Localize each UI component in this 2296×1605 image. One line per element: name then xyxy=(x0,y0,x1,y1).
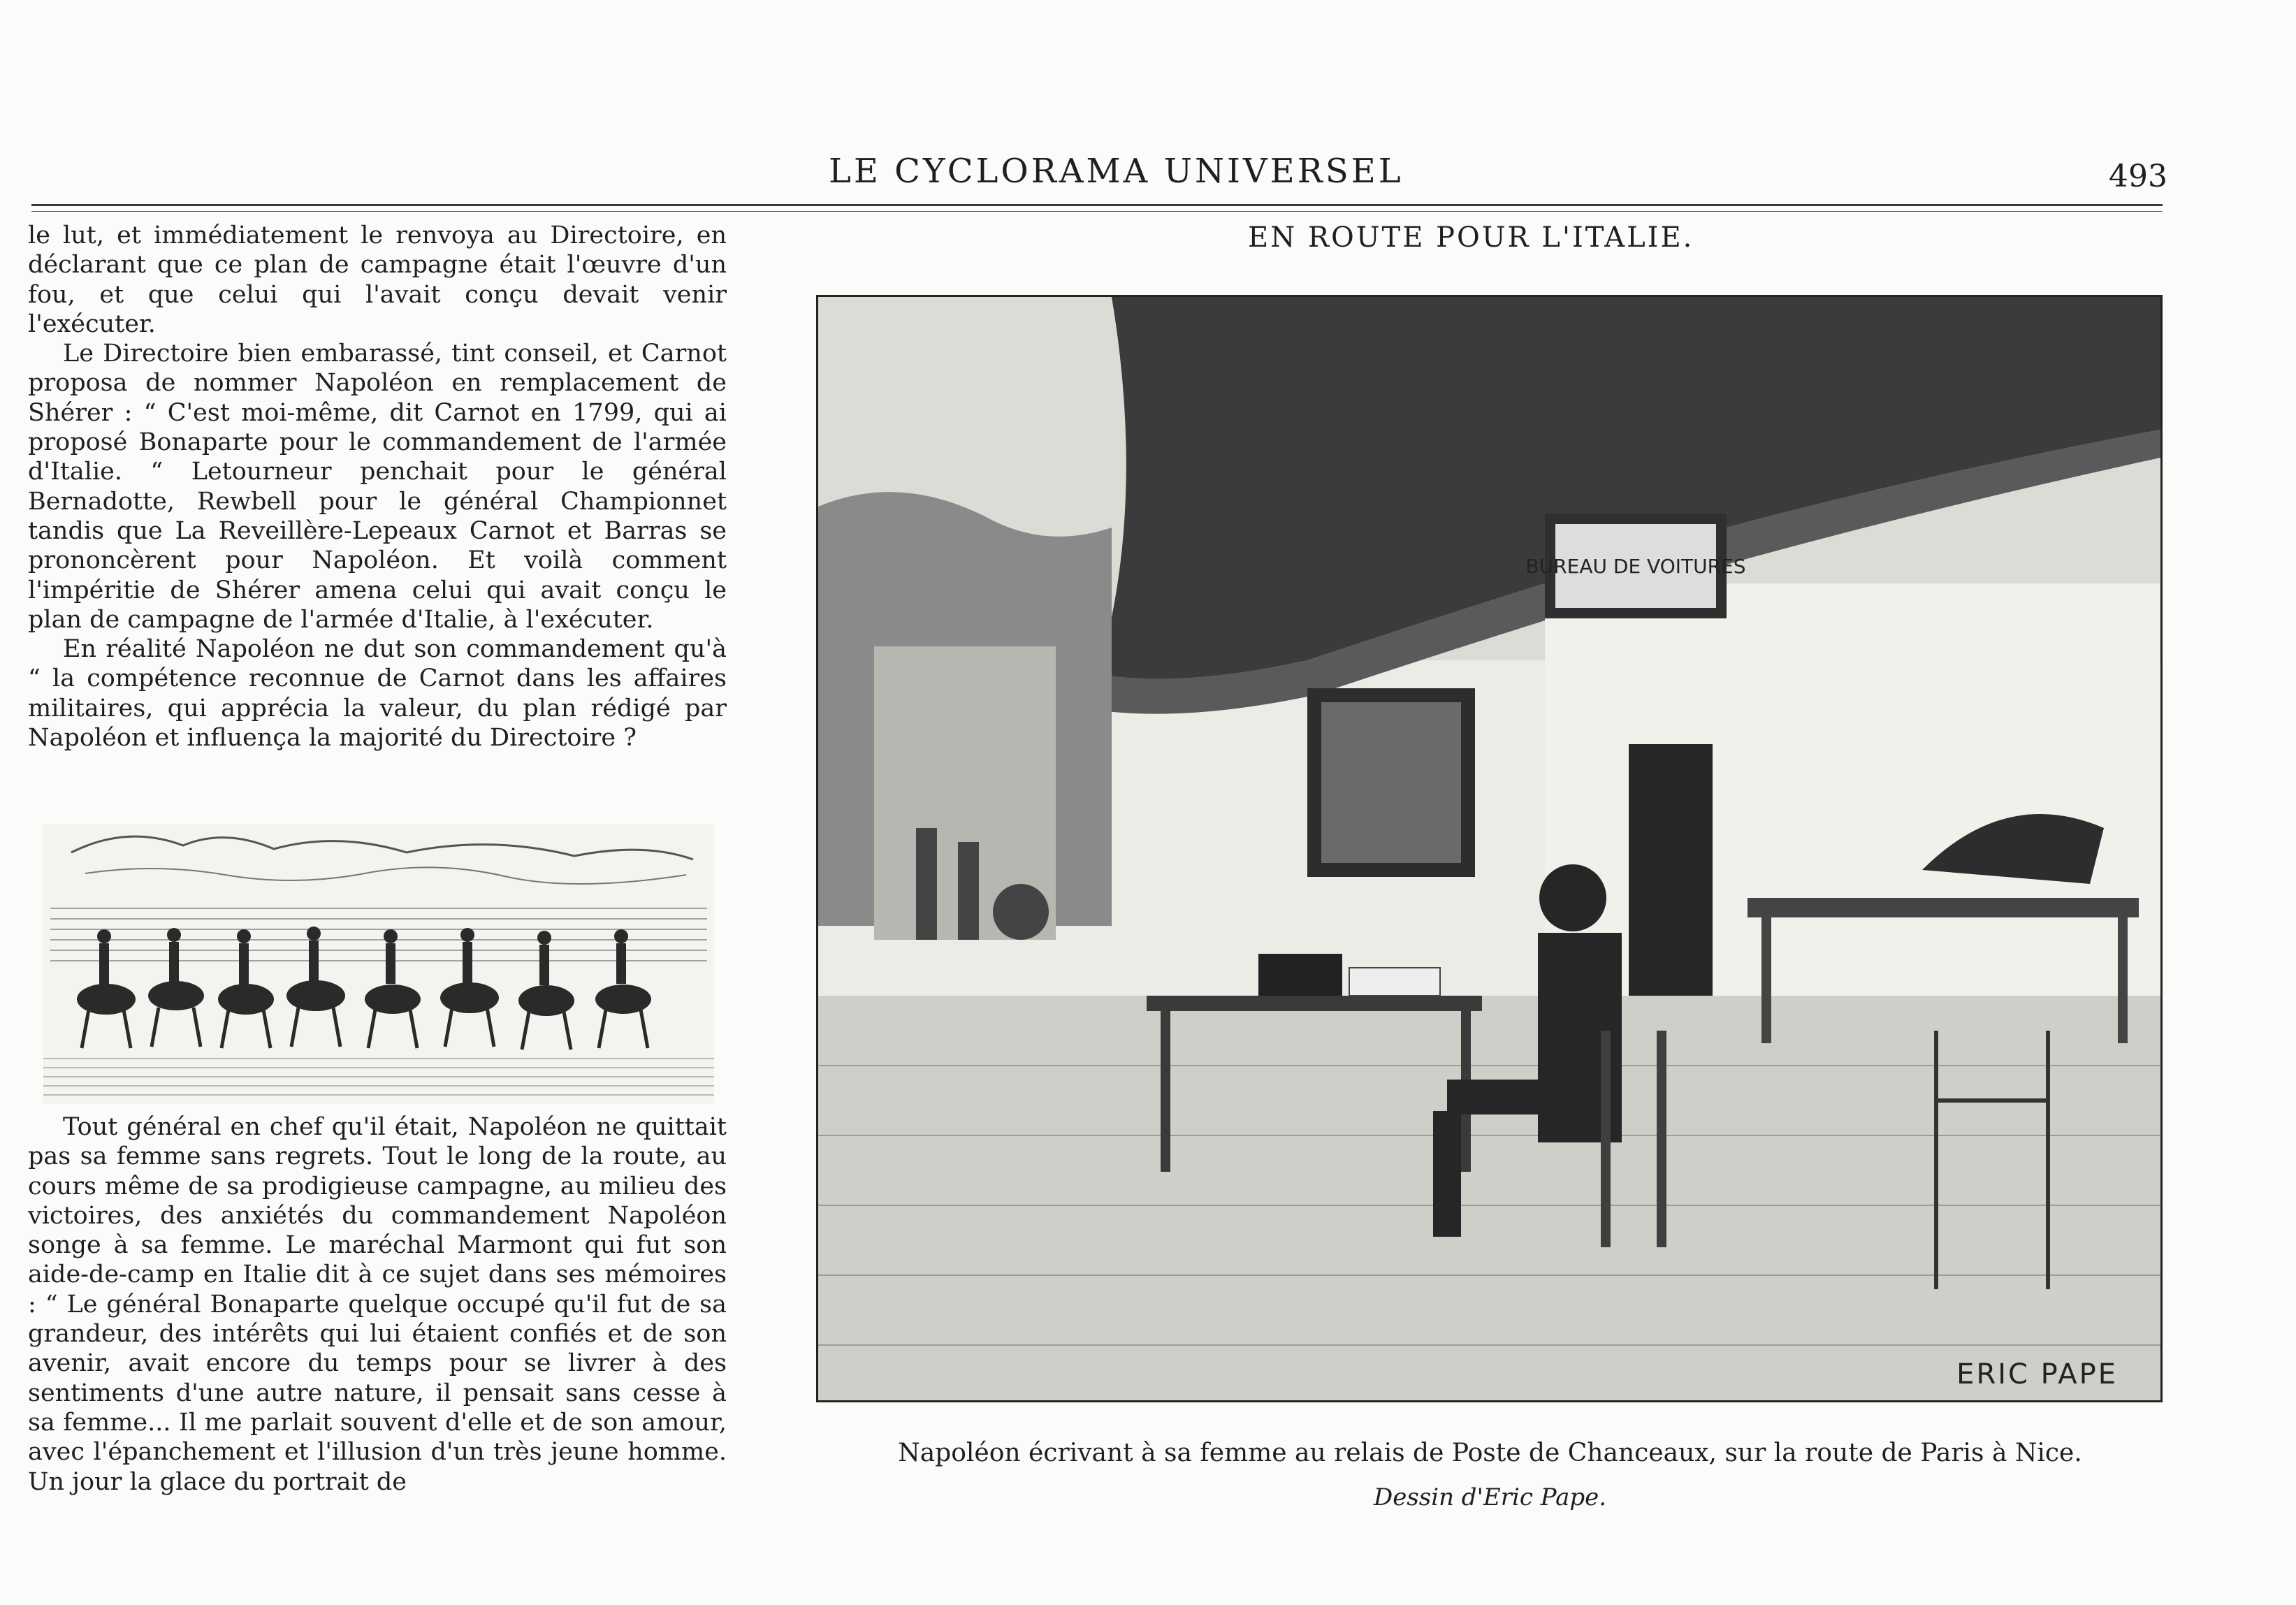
paragraph-3: En réalité Napoléon ne dut son commandement qu'à “ la compétence reconnue de Carnot dans les affaires militaires, qui apprécia la valeur, du plan rédigé par Napoléon et influença la majorité du Directoire ? xyxy=(28,635,727,753)
header-rule-thick xyxy=(31,204,2163,206)
journal-title: LE CYCLORAMA UNIVERSEL xyxy=(829,152,1404,191)
page-number: 493 xyxy=(2109,159,2167,194)
header-rule-thin xyxy=(31,211,2163,212)
napoleon-engraving-drawing xyxy=(818,297,2160,1400)
cavalry-engraving-drawing xyxy=(43,825,714,1104)
left-column-continued xyxy=(28,1112,727,1497)
artist-signature: ERIC PAPE xyxy=(1956,1358,2118,1390)
illustration-title: EN ROUTE POUR L'ITALIE. xyxy=(1248,221,1694,254)
illustration-credit: Dessin d'Eric Pape. xyxy=(1373,1483,1607,1511)
napoleon-engraving xyxy=(816,295,2163,1402)
left-column-text xyxy=(28,221,727,753)
coach-office-sign: BUREAU DE VOITURES xyxy=(1525,555,1746,578)
paragraph-4: Tout général en chef qu'il était, Napoléon ne quittait pas sa femme sans regrets. Tout le long de la route, au cours même de sa prodigieuse campagne, au milieu des victoires, des anxiétés du commandement Napoléon songe à sa femme. Le maréchal Marmont qui fut son aide-de-camp en Italie dit à ce sujet dans ses mémoires : “ Le général Bonaparte quelque occupé qu'il fut de sa grandeur, des intérêts qui lui étaient confiés et de son avenir, avait encore du temps pour se livrer à des sentiments d'une autre nature, il pensait sans cesse à sa femme... Il me parlait souvent d'elle et de son amour, avec l'épanchement et l'illusion d'un très jeune homme. Un jour la glace du portrait de xyxy=(28,1113,727,1496)
paragraph-1: le lut, et immédiatement le renvoya au Directoire, en déclarant que ce plan de campagne était l'œuvre d'un fou, et que celui qui l'avait conçu devait venir l'exécuter. xyxy=(28,221,727,338)
cavalry-engraving xyxy=(43,825,714,1104)
running-header xyxy=(0,143,2296,199)
paragraph-2: Le Directoire bien embarassé, tint conseil, et Carnot proposa de nommer Napoléon en remplacement de Shérer : “ C'est moi-même, dit Carnot en 1799, qui ai proposé Bonaparte pour le commandement de l'armée d'Italie. “ Letourneur penchait pour le général Bernadotte, Rewbell pour le général Championnet tandis que La Reveillère-Lepeaux Carnot et Barras se prononcèrent pour Napoléon. Et voilà comment l'impéritie de Shérer amena celui qui avait conçu le plan de campagne de l'armée d'Italie, à l'exécuter. xyxy=(28,340,727,634)
illustration-caption: Napoléon écrivant à sa femme au relais de Poste de Chanceaux, sur la route de Paris à Nice. xyxy=(898,1439,2082,1467)
